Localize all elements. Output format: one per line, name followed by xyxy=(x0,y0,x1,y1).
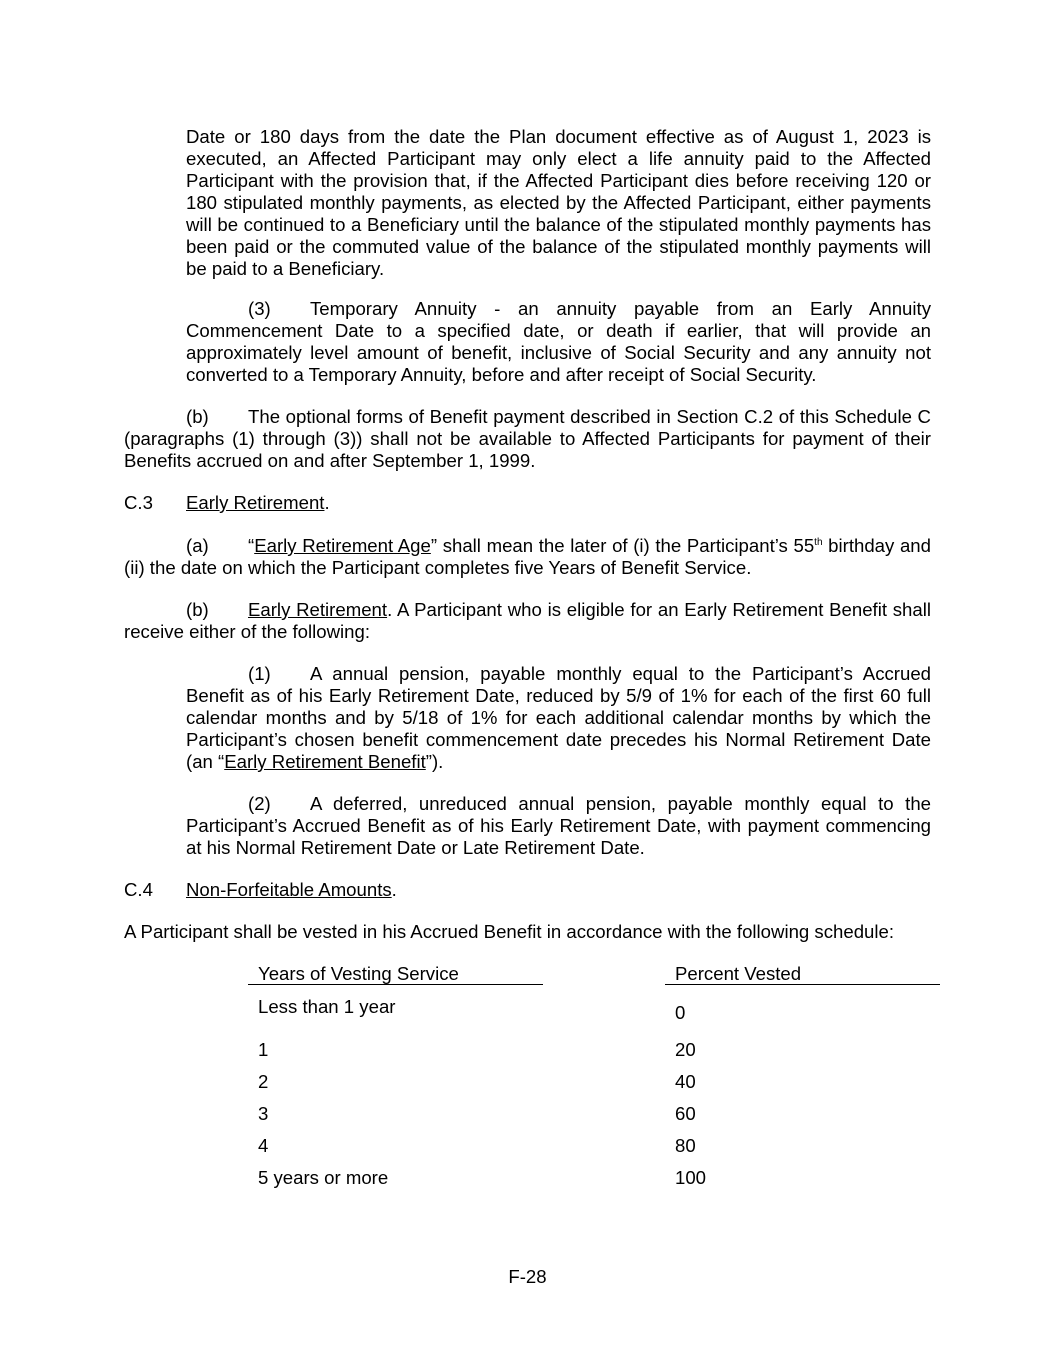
c3-a-defined-term: Early Retirement Age xyxy=(254,535,431,556)
c3-b-text: . A Participant who is eligible for an Early Retirement Benefit shall receive either of the following: xyxy=(124,599,931,642)
c3-item-1-close: ”). xyxy=(425,751,444,772)
c3-b-defined-term: Early Retirement xyxy=(248,599,388,620)
c4-section-number: C.4 xyxy=(124,879,153,900)
c3-item-1-defined-term: Early Retirement Benefit xyxy=(224,751,426,772)
table-header-percent: Percent Vested xyxy=(665,963,940,985)
c3-a-open-quote: “ xyxy=(248,535,255,556)
c3-item-2-paragraph xyxy=(186,793,931,859)
table-cell-percent: 60 xyxy=(675,1103,696,1124)
table-cell-percent: 100 xyxy=(675,1167,707,1188)
c3-section-number: C.3 xyxy=(124,492,153,513)
c3-a-ordinal-suffix: th xyxy=(814,537,823,548)
table-cell-percent: 80 xyxy=(675,1135,696,1156)
c4-section-title: Non-Forfeitable Amounts xyxy=(186,879,392,900)
c4-heading xyxy=(124,879,397,901)
table-cell-years: 2 xyxy=(258,1071,269,1092)
c3-a-text-after: birthday and (ii) the date on which the Participant completes five Years of Benefit Service. xyxy=(124,535,931,578)
c2-item-3-number: (3) xyxy=(248,298,271,319)
table-cell-years: 3 xyxy=(258,1103,269,1124)
c3-item-2-text: A deferred, unreduced annual pension, payable monthly equal to the Participant’s Accrued Benefit as of his Early Retirement Date, with payment commencing at his Normal Retirement Date or Late Retirement Date. xyxy=(186,793,931,858)
table-cell-percent: 20 xyxy=(675,1039,696,1060)
c4-intro-paragraph: A Participant shall be vested in his Accrued Benefit in accordance with the following schedule: xyxy=(124,921,895,942)
c2-b-text: The optional forms of Benefit payment described in Section C.2 of this Schedule C (paragraphs (1) through (3)) shall not be available to Affected Participants for payment of their Benefits accrued on and after September 1, 1999. xyxy=(124,406,931,471)
c3-b-paragraph xyxy=(124,599,931,643)
c2-item-3-paragraph xyxy=(186,298,931,386)
c3-section-title: Early Retirement xyxy=(186,492,325,513)
c3-a-text-before: ” shall mean the later of (i) the Participant’s 55 xyxy=(430,535,815,556)
page-number: F-28 xyxy=(508,1266,547,1287)
c3-item-2-number: (2) xyxy=(248,793,271,814)
c3-b-number: (b) xyxy=(186,599,209,620)
c2-b-paragraph xyxy=(124,406,931,472)
table-cell-percent: 40 xyxy=(675,1071,696,1092)
table-cell-years: 5 years or more xyxy=(258,1167,389,1188)
intro-continuation-paragraph: Date or 180 days from the date the Plan document effective as of August 1, 2023 is executed, an Affected Participant may only elect a life annuity paid to the Affected Participant with the provision that, if the Affected Participant dies before receiving 120 or 180 stipulated monthly payments, as elected by the Affected Participant, either payments will be continued to a Beneficiary until the balance of the stipulated monthly payments has been paid or the commuted value of the balance of the stipulated monthly payments will be paid to a Beneficiary. xyxy=(186,126,931,279)
table-cell-years: Less than 1 year xyxy=(258,996,396,1017)
table-cell-years: 4 xyxy=(258,1135,269,1156)
c3-a-number: (a) xyxy=(186,535,209,556)
table-cell-percent: 0 xyxy=(675,1002,686,1023)
c3-title-period: . xyxy=(324,492,330,513)
c3-heading xyxy=(124,492,330,514)
c2-item-3-text: Temporary Annuity - an annuity payable from an Early Annuity Commencement Date to a specified date, or death if earlier, that will provide an approximately level amount of benefit, inclusive of Social Security and any annuity not converted to a Temporary Annuity, before and after receipt of Social Security. xyxy=(186,298,931,385)
table-cell-years: 1 xyxy=(258,1039,269,1060)
c2-b-number: (b) xyxy=(186,406,209,427)
c3-item-1-number: (1) xyxy=(248,663,271,684)
c3-item-1-text: A annual pension, payable monthly equal to the Participant’s Accrued Benefit as of his Early Retirement Date, reduced by 5/9 of 1% for each of the first 60 full calendar months and by 5/18 of 1% for each additional calendar months by which the Participant’s chosen benefit commencement date precedes his Normal Retirement Date (an “ xyxy=(186,663,931,772)
c4-title-period: . xyxy=(391,879,397,900)
table-header-years: Years of Vesting Service xyxy=(248,963,543,985)
c3-item-1-paragraph xyxy=(186,663,931,773)
c3-a-paragraph xyxy=(124,535,931,579)
